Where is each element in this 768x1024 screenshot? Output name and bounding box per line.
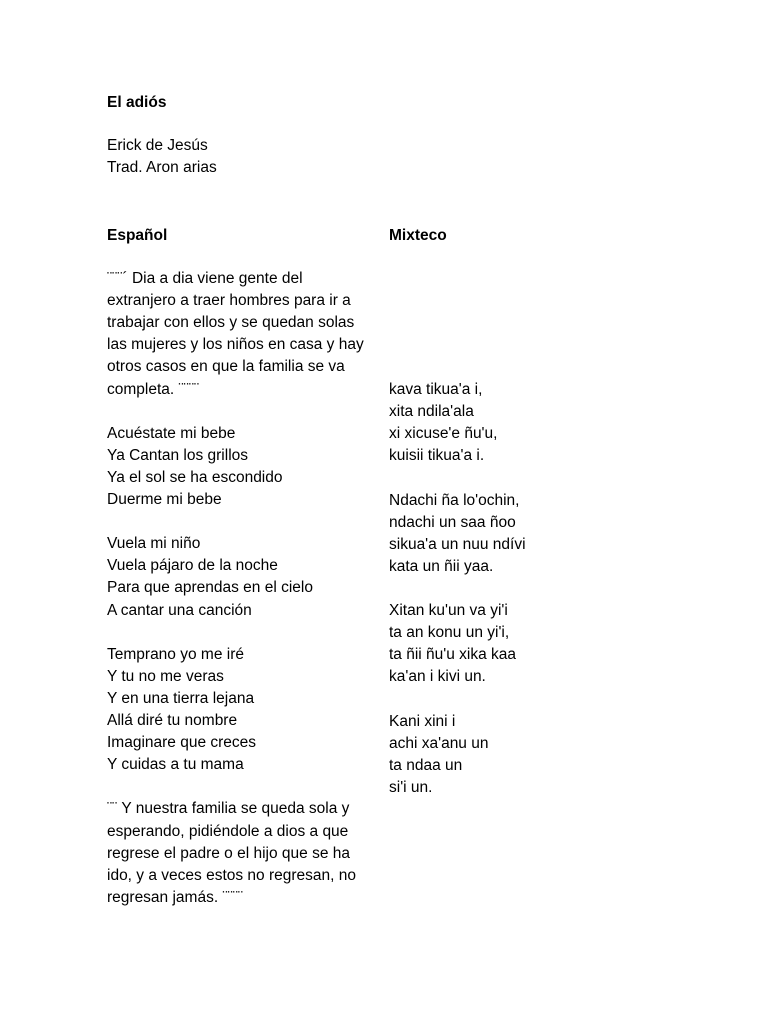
spanish-line: ido, y a veces estos no regresan, no xyxy=(107,867,357,884)
spanish-line: Para que aprendas en el cielo xyxy=(107,579,313,596)
mixteco-line: kuisii tikua'a i. xyxy=(389,447,485,464)
mixteco-line: si'i un. xyxy=(389,779,433,796)
spanish-line: A cantar una canción xyxy=(107,602,252,619)
mixteco-line: sikua'a un nuu ndívi xyxy=(389,536,526,553)
spanish-line: esperando, pidiéndole a dios a que xyxy=(107,823,349,840)
spanish-line: completa. ¨¨¨¨ xyxy=(107,381,200,398)
spanish-line: Y cuidas a tu mama xyxy=(107,756,244,773)
mixteco-line: xi xicuse'e ñu'u, xyxy=(389,425,498,442)
mixteco-line: kava tikua'a i, xyxy=(389,381,483,398)
spanish-line: trabajar con ellos y se quedan solas xyxy=(107,314,355,331)
spanish-line: Vuela pájaro de la noche xyxy=(107,557,278,574)
mixteco-line: Ndachi ña lo'ochin, xyxy=(389,492,520,509)
spanish-line: Ya el sol se ha escondido xyxy=(107,469,283,486)
spanish-line: Allá diré tu nombre xyxy=(107,712,238,729)
spanish-line: regrese el padre o el hijo que se ha xyxy=(107,845,350,862)
mixteco-line: ta ñii ñu'u xika kaa xyxy=(389,646,517,663)
spanish-line: otros casos en que la familia se va xyxy=(107,358,345,375)
spanish-line: Vuela mi niño xyxy=(107,535,201,552)
mixteco-line: xita ndila'ala xyxy=(389,403,474,420)
mixteco-line: ta an konu un yi'i, xyxy=(389,624,510,641)
mixteco-line: ndachi un saa ñoo xyxy=(389,514,516,531)
spanish-line: Ya Cantan los grillos xyxy=(107,447,249,464)
spanish-line: Acuéstate mi bebe xyxy=(107,425,236,442)
mixteco-line: ka'an i kivi un. xyxy=(389,668,486,685)
spanish-line: Duerme mi bebe xyxy=(107,491,222,508)
mixteco-line: kata un ñii yaa. xyxy=(389,558,494,575)
mixteco-line: Xitan ku'un va yi'i xyxy=(389,602,508,619)
spanish-line: extranjero a traer hombres para ir a xyxy=(107,292,351,309)
spanish-line: Imaginare que creces xyxy=(107,734,257,751)
spanish-line: las mujeres y los niños en casa y hay xyxy=(107,336,364,353)
mixteco-column-header: Mixteco xyxy=(389,227,447,244)
document-title: El adiós xyxy=(107,94,167,111)
spanish-line: Temprano yo me iré xyxy=(107,646,244,663)
author-line: Erick de Jesús xyxy=(107,137,208,154)
spanish-line: ¨¨¨´ Dia a dia viene gente del xyxy=(107,270,303,287)
mixteco-line: Kani xini i xyxy=(389,713,456,730)
spanish-column-header: Español xyxy=(107,227,168,244)
spanish-line: Y en una tierra lejana xyxy=(107,690,255,707)
mixteco-line: ta ndaa un xyxy=(389,757,463,774)
spanish-line: Y tu no me veras xyxy=(107,668,224,685)
translator-line: Trad. Aron arias xyxy=(107,159,217,176)
spanish-line: ¨¨ Y nuestra familia se queda sola y xyxy=(107,800,350,817)
mixteco-line: achi xa'anu un xyxy=(389,735,489,752)
spanish-line: regresan jamás. ¨¨¨¨ xyxy=(107,889,244,906)
